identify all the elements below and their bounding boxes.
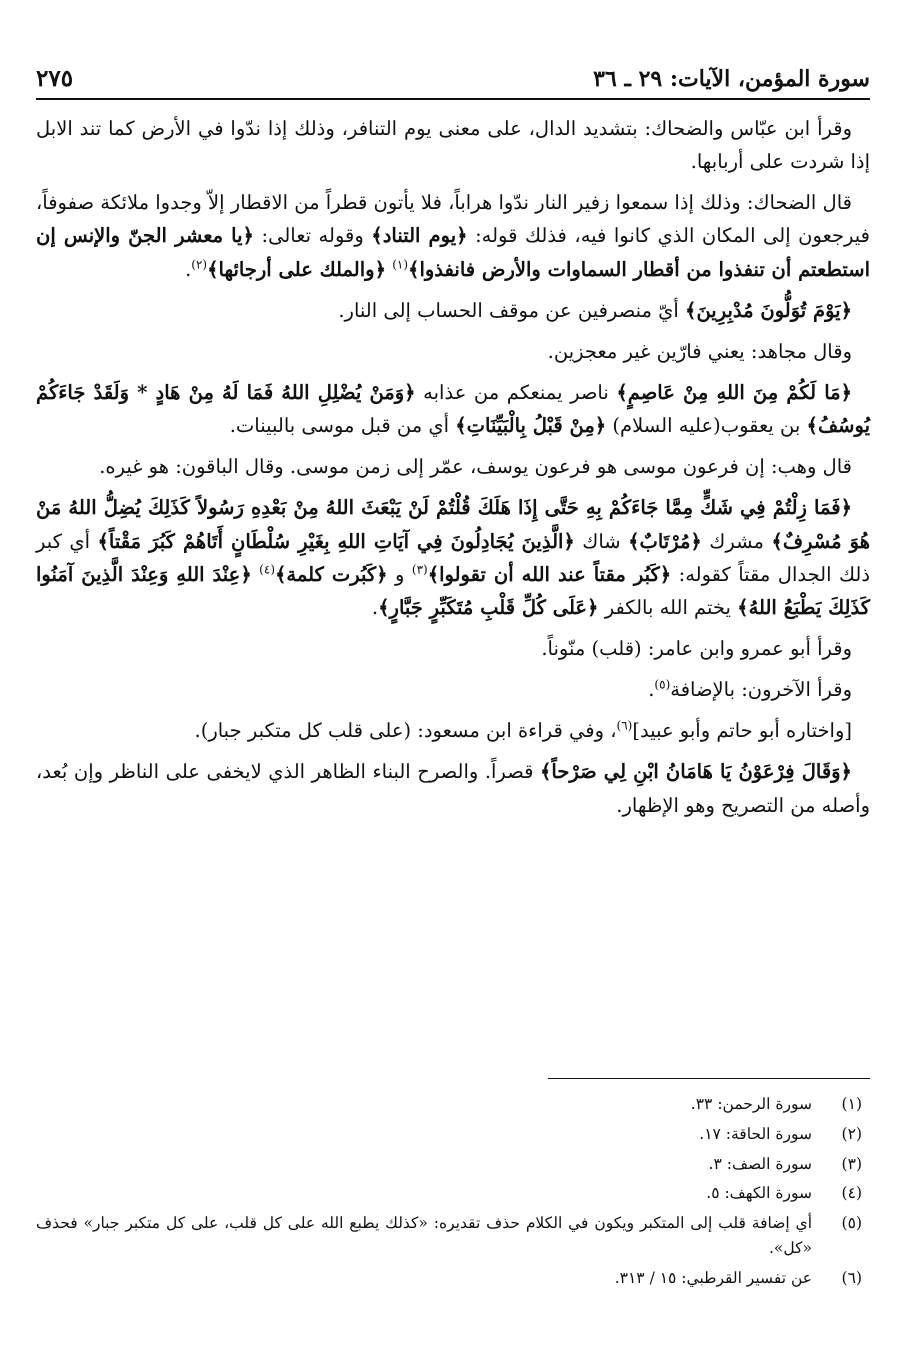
text-run: و	[395, 562, 405, 586]
page-number: ٢٧٥	[36, 65, 74, 92]
quran-quote: ﴿مُرْتَابٌ﴾	[628, 529, 702, 553]
quran-quote: ﴿مِنْ قَبْلُ بِالْبَيِّنَاتِ﴾	[455, 414, 607, 438]
paragraph-6	[36, 450, 870, 483]
quran-quote: ﴿كَبُرت كلمة﴾	[275, 562, 388, 586]
quran-quote: ﴿فَمَا زِلْتُمْ فِي شَكٍّ مِمَّا جَاءَكُمْ بِهِ حَتَّى إِذَا هَلَكَ قُلْتُمْ لَنْ يَبْعَثَ اللهُ مِنْ بَعْدِهِ رَسُولاً كَذَلِكَ يُضِلُّ اللهُ مَنْ هُوَ مُسْرِفٌ﴾	[36, 496, 870, 553]
footnote-ref: (٥)	[654, 677, 671, 692]
footnote-number: (٤)	[841, 1184, 862, 1203]
footnotes	[36, 1092, 870, 1296]
quran-quote: ﴿عَلَى كُلِّ قَلْبِ مُتَكَبِّرٍ جَبَّارٍ﴾	[378, 595, 599, 619]
text-run: [واختاره أبو حاتم وأبو عبيد]	[632, 719, 852, 743]
paragraph-10	[36, 714, 870, 747]
text-run: وقرأ الآخرون: بالإضافة	[670, 678, 852, 702]
footnote-number: (٦)	[841, 1268, 862, 1287]
quran-quote: ﴿والملك على أرجائها﴾	[207, 257, 386, 281]
footnote-separator	[548, 1078, 870, 1079]
footnote-text: سورة الكهف: ٥.	[706, 1184, 812, 1203]
text-run: أي كبر ذلك الجدال مقتاً كقوله:	[36, 529, 871, 586]
footnote-text: سورة الحاقة: ١٧.	[699, 1124, 812, 1143]
footnote-ref: (٢)	[191, 257, 208, 272]
footnote	[36, 1266, 870, 1291]
running-title: سورة المؤمن، الآيات: ٢٩ ـ ٣٦	[593, 66, 870, 92]
footnote-number: (٥)	[841, 1214, 862, 1233]
footnote-text: عن تفسير القرطبي: ١٥ / ٣١٣.	[614, 1268, 812, 1287]
paragraph-2	[36, 186, 870, 285]
text-run: ناصر يمنعكم من عذابه	[423, 380, 609, 404]
punctuation: .	[185, 257, 192, 281]
quran-quote: ﴿وَقَالَ فِرْعَوْنُ يَا هَامَانُ ابْنِ لِي صَرْحاً﴾	[539, 760, 852, 784]
text-run: قال وهب: إن فرعون موسى هو فرعون يوسف، عمّر إلى زمن موسى. وقال الباقون: هو غيره.	[99, 455, 852, 479]
quran-quote: ﴿مَا لَكُمْ مِنَ اللهِ مِنْ عَاصِمٍ﴾	[616, 380, 853, 404]
paragraph-1	[36, 112, 870, 178]
text-run: أيّ منصرفين عن موقف الحساب إلى النار.	[338, 298, 679, 322]
footnote-ref: (٦)	[616, 718, 633, 733]
text-run: قصراً. والصرح البناء الظاهر الذي لايخفى على الناظر وإن بُعد، وأصله من التصريح وهو الإظهار.	[36, 760, 870, 817]
quran-quote: ﴿يَوْمَ تُوَلُّونَ مُدْبِرِينَ﴾	[685, 298, 852, 322]
footnote-text: أي إضافة قلب إلى المتكبر ويكون في الكلام حذف تقديره: «كذلك يطبع الله على كل قلب، على كل متكبر جبار» فحذف «كل».	[36, 1214, 812, 1257]
footnote-ref: (٤)	[259, 562, 275, 577]
paragraph-11	[36, 755, 870, 821]
footnote	[36, 1211, 870, 1261]
footnote	[36, 1122, 870, 1147]
quran-quote: ﴿الَّذِينَ يُجَادِلُونَ فِي آيَاتِ اللهِ بِغَيْرِ سُلْطَانٍ أَتَاهُمْ كَبُرَ مَقْتاً﴾	[97, 529, 575, 553]
text-run: وقال مجاهد: يعني فارّين غير معجزين.	[547, 339, 852, 363]
footnote-text: سورة الصف: ٣.	[708, 1154, 812, 1173]
footnote	[36, 1181, 870, 1206]
paragraph-3	[36, 294, 870, 327]
paragraph-4	[36, 335, 870, 368]
text-run: وقوله تعالى:	[261, 224, 364, 248]
text-run: شاك	[582, 529, 621, 553]
quran-quote: ﴿يا معشر الجنّ والإنس إن استطعتم أن تنفذوا من أقطار السماوات والأرض فانفذوا﴾	[36, 224, 870, 281]
paragraph-8	[36, 632, 870, 665]
quran-quote: ﴿كَبُر مقتاً عند الله أن تقولوا﴾	[427, 562, 672, 586]
footnote-number: (٣)	[841, 1154, 862, 1173]
punctuation: .	[648, 678, 655, 702]
footnote-text: سورة الرحمن: ٣٣.	[690, 1095, 812, 1113]
text-run: وقرأ أبو عمرو وابن عامر: (قلب) منّوناً.	[541, 636, 852, 660]
footnote-number: (١)	[841, 1095, 862, 1113]
text-run: وقرأ ابن عبّاس والضحاك: بتشديد الدال، على معنى يوم التنافر، وذلك إذا ندّوا في الأرض كما تند الابل إذا شردت على أربابها.	[36, 117, 870, 174]
paragraph-9	[36, 673, 870, 706]
text-run: يختم الله بالكفر	[604, 595, 731, 619]
footnote	[36, 1092, 870, 1117]
text-run: أي من قبل موسى بالبينات.	[229, 414, 450, 438]
text-run: قال الضحاك: وذلك إذا سمعوا زفير النار ندّوا هراباً، فلا يأتون قطراً من الاقطار إلاّ وجدوا ملائكة صفوفاً، فيرجعون إلى المكان الذي كانوا فيه، فذلك قوله:	[36, 191, 870, 248]
footnote	[36, 1152, 870, 1177]
paragraph-7	[36, 491, 870, 624]
quran-quote: ﴿وَمَنْ يُضْلِلِ اللهُ فَمَا لَهُ مِنْ هَادٍ * وَلَقَدْ جَاءَكُمْ يُوسُفُ﴾	[36, 380, 870, 438]
page-header	[36, 52, 870, 100]
paragraph-5	[36, 376, 870, 442]
main-text	[36, 112, 870, 830]
quran-quote: ﴿عِنْدَ اللهِ وَعِنْدَ الَّذِينَ آمَنُوا كَذَلِكَ يَطْبَعُ اللهُ﴾	[36, 562, 870, 619]
text-run: مشرك	[709, 529, 764, 553]
footnote-number: (٢)	[841, 1124, 862, 1143]
text-run: ، وفي قراءة ابن مسعود: (على قلب كل متكبر جبار).	[194, 719, 617, 743]
footnote-ref: (٣)	[411, 562, 428, 577]
quran-quote: ﴿يوم التناد﴾	[371, 224, 468, 248]
punctuation: .	[371, 595, 379, 619]
text-run: بن يعقوب(عليه السلام)	[612, 414, 801, 438]
footnote-ref: (١)	[392, 257, 409, 272]
